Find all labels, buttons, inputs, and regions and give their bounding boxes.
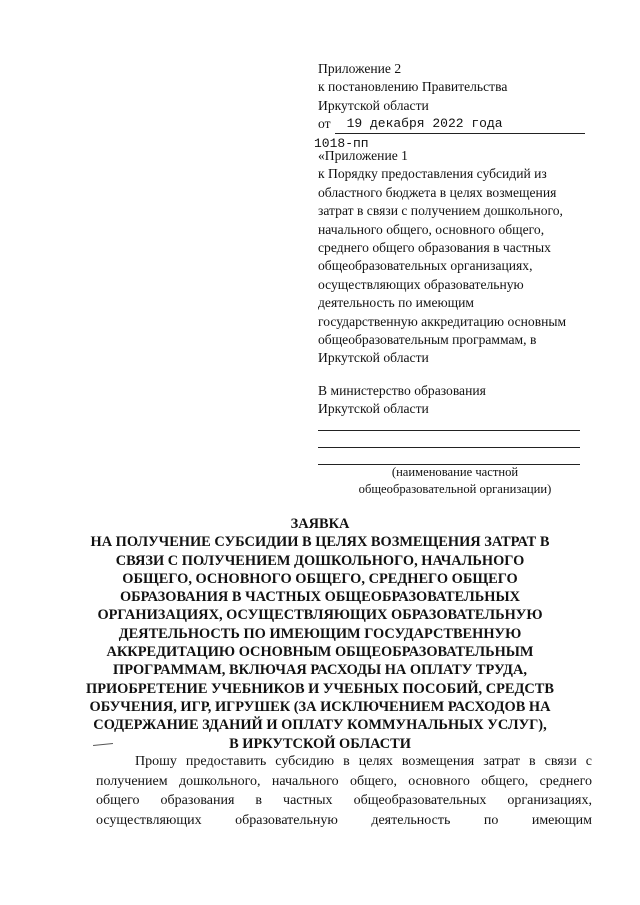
addressee-block xyxy=(318,382,588,419)
appendix-1-line: затрат в связи с получением дошкольного, xyxy=(318,203,563,219)
caption-line: общеобразовательной организации) xyxy=(358,482,552,496)
title-line: НА ПОЛУЧЕНИЕ СУБСИДИИ В ЦЕЛЯХ ВОЗМЕЩЕНИЯ ЗАТРАТ В xyxy=(90,534,550,551)
title-line: ПРИОБРЕТЕНИЕ УЧЕБНИКОВ И УЧЕБНЫХ ПОСОБИЙ, СРЕДСТВ xyxy=(86,680,554,697)
title-line: ЗАЯВКА xyxy=(290,516,350,532)
title-line: ОБРАЗОВАНИЯ В ЧАСТНЫХ ОБЩЕОБРАЗОВАТЕЛЬНЫХ xyxy=(119,589,521,606)
body-line: общего образования в частных общеобразовательных организациях, xyxy=(96,793,592,809)
appendix-1-line: областного бюджета в целях возмещения xyxy=(318,184,557,200)
decree-date-row xyxy=(318,115,588,133)
organization-name-line-2[interactable] xyxy=(318,447,580,448)
date-underline xyxy=(335,118,585,134)
appendix-2-header xyxy=(314,60,588,152)
appendix-1-header xyxy=(318,147,588,368)
appendix-1-line: среднего общего образования в частных xyxy=(318,240,551,256)
appendix-1-last-line: Иркутской области xyxy=(318,350,429,366)
appendix-2-region: Иркутской области xyxy=(318,97,429,113)
caption-line: (наименование частной xyxy=(391,465,519,479)
application-body xyxy=(96,752,592,830)
appendix-2-label: Приложение 2 xyxy=(318,61,402,76)
appendix-1-line: общеобразовательным программам, в xyxy=(318,332,537,348)
title-line: ОБЩЕГО, ОСНОВНОГО ОБЩЕГО, СРЕДНЕГО ОБЩЕГО xyxy=(122,570,518,587)
title-line: ОРГАНИЗАЦИЯХ, ОСУЩЕСТВЛЯЮЩИХ ОБРАЗОВАТЕЛЬНУЮ xyxy=(97,607,543,624)
title-line: В ИРКУТСКОЙ ОБЛАСТИ xyxy=(229,735,411,752)
appendix-1-line: государственную аккредитацию основным xyxy=(318,313,567,329)
organization-name-line-1[interactable] xyxy=(318,430,580,431)
appendix-2-decree: к постановлению Правительства xyxy=(318,79,508,95)
title-line: ОБУЧЕНИЯ, ИГР, ИГРУШЕК (ЗА ИСКЛЮЧЕНИЕМ РАСХОДОВ НА xyxy=(89,698,551,715)
body-line: Прошу предоставить субсидию в целях возмещения затрат в связи с xyxy=(135,754,592,769)
application-title xyxy=(80,515,560,753)
decree-number: 1018-пп xyxy=(314,135,369,151)
ot-label: от xyxy=(318,116,331,132)
decree-date: 19 декабря 2022 года xyxy=(346,116,503,132)
appendix-1-line: деятельность по имеющим xyxy=(318,295,475,311)
appendix-1-line: общеобразовательных организациях, xyxy=(318,258,533,274)
body-line: получением дошкольного, начального общего, основного общего, среднего xyxy=(96,773,592,789)
title-line: АККРЕДИТАЦИЮ ОСНОВНЫМ ОБЩЕОБРАЗОВАТЕЛЬНЫМ xyxy=(106,644,534,661)
appendix-1-line: начального общего, основного общего, xyxy=(318,221,545,237)
addressee-region: Иркутской области xyxy=(318,401,429,417)
title-line: ПРОГРАММАМ, ВКЛЮЧАЯ РАСХОДЫ НА ОПЛАТУ ТРУДА, xyxy=(113,662,527,679)
appendix-1-line: к Порядку предоставления субсидий из xyxy=(318,166,547,182)
organization-name-caption xyxy=(330,464,580,498)
body-line: осуществляющих образовательную деятельность по имеющим xyxy=(96,812,592,828)
title-line: СОДЕРЖАНИЕ ЗДАНИЙ И ОПЛАТУ КОММУНАЛЬНЫХ УСЛУГ), xyxy=(93,717,547,734)
title-line: ДЕЯТЕЛЬНОСТЬ ПО ИМЕЮЩИМ ГОСУДАРСТВЕННУЮ xyxy=(118,625,522,642)
title-line: СВЯЗИ С ПОЛУЧЕНИЕМ ДОШКОЛЬНОГО, НАЧАЛЬНОГО xyxy=(115,552,525,569)
appendix-1-label: «Приложение 1 xyxy=(318,148,408,163)
addressee-ministry: В министерство образования xyxy=(318,383,486,398)
appendix-1-line: осуществляющих образовательную xyxy=(318,276,524,292)
